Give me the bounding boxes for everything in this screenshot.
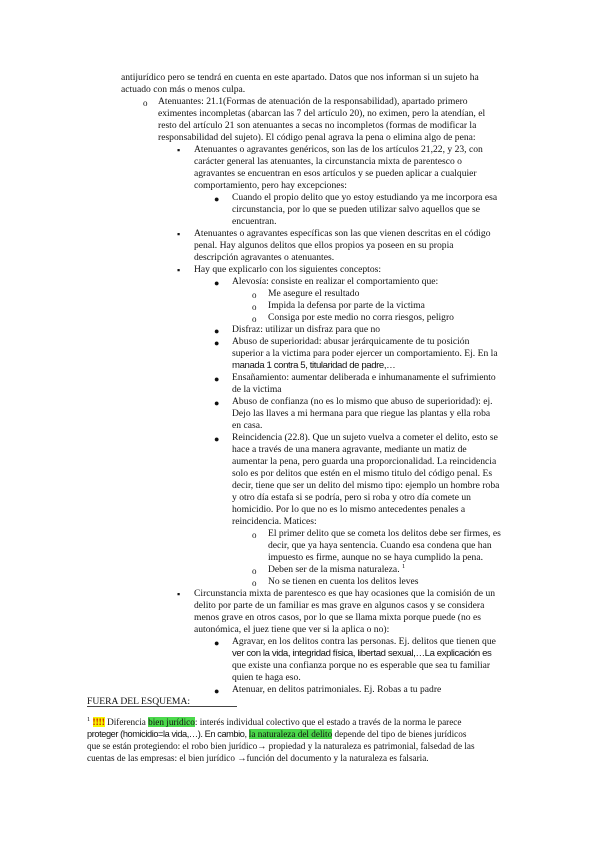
agravar-line-4: quien te haga eso. [232,672,301,683]
alevosia-item-3: Consiga por este medio no corra riesgos, peligro [268,312,454,323]
alevosia-line: Alevosía: consiste en realizar el comportamiento que: [232,276,439,287]
conceptos-line: Hay que explicarlo con los siguientes conceptos: [194,264,382,275]
abuso-conf-line-2: Dejo las llaves a mi hermana para que riegue las plantas y ella roba [232,408,491,419]
circle-bullet-icon: o [252,530,257,540]
dot-bullet-icon: ● [214,398,220,408]
dot-bullet-icon: ● [214,434,220,444]
especificas-line-1: Atenuantes o agravantes específicas son las que vienen descritas en el código [194,228,491,239]
abuso-sup-line-3: manada 1 contra 5, titularidad de padre,… [232,360,396,371]
genericos-line-3: agravantes se encuentran en esos artículos y se pueden aplicar a cualquier [194,168,477,179]
especificas-line-3: descripción agravantes o atenuantes. [194,252,335,263]
intro-line-1: antijurídico pero se tendrá en cuenta en este apartado. Datos que nos informan si un sujeto ha [121,72,479,83]
circle-bullet-icon: o [252,566,257,576]
reincidencia-line-6: y otro día estafa si se podría, pero si roba y otro día comete un [232,492,471,503]
footnote-l2-a: proteger (homicidio=la vida,…). En cambio, [87,729,249,739]
reincidencia-line-4: solo es por delitos que estén en el mismo titulo del código penal. Es [232,468,493,479]
square-bullet-icon: ▪ [177,145,181,155]
alevosia-item-1: Me asegure el resultado [268,288,360,299]
reincidencia-item-1-line-1: El primer delito que se cometa los delitos debe ser firmes, es [268,528,501,539]
atenuantes-line-1: Atenuantes: 21.1(Formas de atenuación de la responsabilidad), apartado primero [158,96,468,107]
reincidencia-line-7: homicidio. Por lo que no es lo mismo antecedentes penales a [232,504,466,515]
genericos-sub-line-3: encuentran. [232,216,277,227]
atenuar-line: Atenuar, en delitos patrimoniales. Ej. Robas a tu padre [232,684,442,695]
agravar-line-3: que existe una confianza porque no es esperable que sea tu familiar [232,660,491,671]
reincidencia-line-2: hace a través de una manera agravante, mediante un matiz de [232,444,467,455]
parentesco-line-4: autonómica, el juez tiene que ver si la aplica o no): [194,624,390,635]
intro-line-2: actuado con más o menos culpa. [121,84,246,95]
circle-bullet-icon: o [252,290,257,300]
parentesco-line-1: Circunstancia mixta de parentesco es que hay ocasiones que la comisión de un [194,588,496,599]
genericos-sub-line-1: Cuando el propio delito que yo estoy estudiando ya me incorpora esa [232,192,498,203]
footnote-l2-b: depende del tipo de bienes jurídicos [332,729,467,739]
footnote-l1-b: : interés individual colectivo que el estado a través de la norma le parece [194,717,462,727]
reincidencia-line-8: reincidencia. Matices: [232,516,317,527]
warning-mark: !!!! [92,717,105,727]
highlight-bien-juridico: bien jurídico [148,717,195,727]
parentesco-line-2: delito por parte de un familiar es mas grave en algunos casos y se considera [194,600,485,611]
footnote-ref[interactable]: 1 [402,562,406,570]
dot-bullet-icon: ● [214,194,220,204]
dot-bullet-icon: ● [214,374,220,384]
circle-bullet-icon: o [252,578,257,588]
abuso-sup-line-1: Abuso de superioridad: abusar jerárquicamente de tu posición [232,336,470,347]
alevosia-item-2: Impida la defensa por parte de la victima [268,300,425,311]
circle-bullet-icon: o [143,98,148,108]
square-bullet-icon: ▪ [177,229,181,239]
dot-bullet-icon: ● [214,278,220,288]
genericos-line-4: comportamiento, pero hay excepciones: [194,180,347,191]
footnote-line-4: cuentas de las empresas: el bien jurídico →función del documento y la naturaleza es falsaria. [87,753,429,763]
reincidencia-line-5: decir, tiene que ser un delito del mismo tipo: ejemplo un hombre roba [232,480,500,491]
genericos-sub-line-2: circunstancia, por lo que se pueden utilizar salvo aquellos que se [232,204,481,215]
disfraz-line: Disfraz: utilizar un disfraz para que no [232,324,381,335]
parentesco-line-3: menos grave en otros casos, por lo que se llama mixta porque puede (no es [194,612,481,623]
circle-bullet-icon: o [252,302,257,312]
genericos-line-1: Atenuantes o agravantes genéricos, son las de los artículos 21,22, y 23, con [194,144,483,155]
footnote-line-1 [87,716,461,728]
footnote-separator [87,706,237,707]
highlight-naturaleza: la naturaleza del delito [248,729,333,739]
dot-bullet-icon: ● [214,338,220,348]
dot-bullet-icon: ● [214,686,220,696]
square-bullet-icon: ▪ [177,265,181,275]
reincidencia-line-3: aumentar la pena, pero guarda una proporcionalidad. La reincidencia [232,456,497,467]
footnote-line-3: que se están protegiendo: el robo bien jurídico→ propiedad y la naturaleza es patrimonial, falsedad de las [87,741,475,751]
abuso-conf-line-3: en casa. [232,420,263,431]
footnote-number: 1 [87,715,91,723]
footnote-l1-a: Diferencia [107,717,146,727]
abuso-conf-line-1: Abuso de confianza (no es lo mismo que abuso de superioridad): ej. [232,396,493,407]
ensanamiento-line-2: de la victima [232,384,282,395]
reincidencia-item-1-line-3: impuesto es firme, aunque no se haya cumplido la pena. [268,552,483,563]
square-bullet-icon: ▪ [177,589,181,599]
genericos-line-2: carácter general las atenuantes, la circunstancia mixta de parentesco o [194,156,462,167]
atenuantes-line-2: eximentes incompletas (abarcan las 7 del artículo 20), no eximen, pero la atendían, el [158,108,486,119]
ensanamiento-line-1: Ensañamiento: aumentar deliberada e inhumanamente el sufrimiento [232,372,496,383]
especificas-line-2: penal. Hay algunos delitos que ellos propios ya poseen en su propia [194,240,454,251]
reincidencia-item-3: No se tienen en cuenta los delitos leves [268,576,419,587]
reincidencia-item-1-line-2: decir, que ya haya sentencia. Cuando esa condena que han [268,540,492,551]
reincidencia-item-2 [268,564,405,576]
atenuantes-line-3: resto del artículo 21 son atenuantes a secas no incompletos (formas de modificar la [158,120,477,131]
circle-bullet-icon: o [252,314,257,324]
atenuantes-line-4: responsabilidad del sujeto). El código penal agrava la pena o elimina algo de pena: [158,132,476,143]
footnote-line-2 [87,728,466,740]
reincidencia-item-2-text: Deben ser de la misma naturaleza. [268,564,400,575]
agravar-line-1: Agravar, en los delitos contra las personas. Ej. delitos que tienen que [232,636,496,647]
dot-bullet-icon: ● [214,638,220,648]
agravar-line-2: ver con la vida, integridad física, libertad sexual,…La explicación es [232,648,492,659]
reincidencia-line-1: Reincidencia (22.8). Que un sujeto vuelva a cometer el delito, esto se [232,432,498,443]
dot-bullet-icon: ● [214,326,220,336]
abuso-sup-line-2: superior a la victima para poder ejercer un comportamiento. Ej. En la [232,348,498,359]
fuera-del-esquema: FUERA DEL ESQUEMA: [87,696,191,707]
